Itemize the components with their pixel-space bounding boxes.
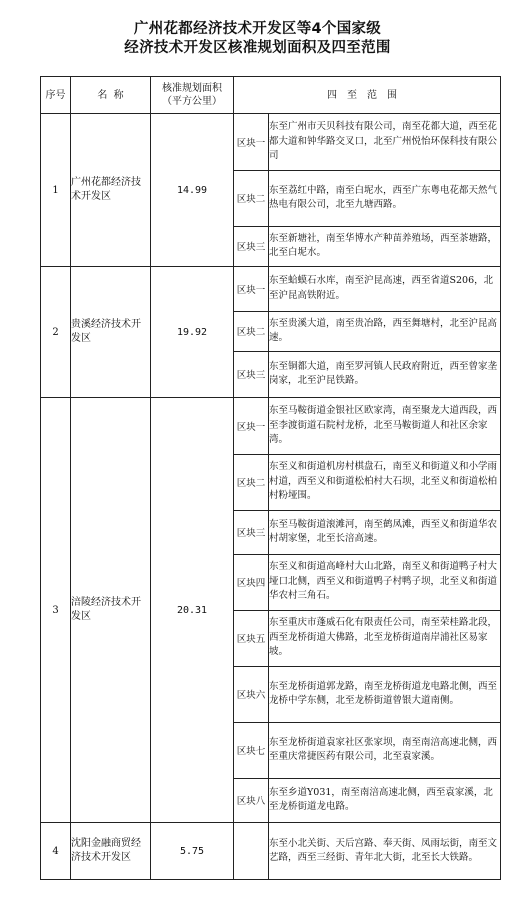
zone-area: 14.99	[151, 114, 234, 267]
zone-seq: 2	[41, 267, 71, 398]
zone-area: 5.75	[151, 823, 234, 880]
zone-area: 19.92	[151, 267, 234, 398]
table-row	[41, 823, 501, 880]
table-row	[41, 267, 501, 398]
block-row	[234, 666, 500, 722]
block-label: 区块三	[234, 510, 269, 554]
block-desc: 东至马鞍街道滚滩河，南至鹤凤滩，西至义和街道华农村胡家堡，北至长涪高速。	[269, 510, 501, 554]
title-line-1: 广州花都经济技术开发区等4个国家级	[133, 21, 382, 37]
zone-blocks	[234, 114, 501, 267]
zone-seq: 4	[41, 823, 71, 880]
block-label: 区块一	[234, 114, 269, 170]
block-desc: 东至广州市天贝科技有限公司，南至花都大道，西至花都大道和钟华路交叉口，北至广州悦怡环保科技有限公司	[269, 121, 498, 161]
zone-name: 沈阳金融商贸经济技术开发区	[71, 823, 151, 880]
block-label	[234, 823, 269, 879]
block-row	[234, 226, 500, 266]
block-desc: 东至重庆市蓬威石化有限责任公司，南至荣桂路北段，西至龙桥街道大佛路，北至龙桥街道南岸浦社区易家坡。	[269, 610, 501, 666]
block-row	[234, 114, 500, 170]
header-area-line-1: 核准规划面积	[162, 83, 222, 94]
block-label: 区块三	[234, 351, 269, 397]
zone-area: 20.31	[151, 398, 234, 823]
block-desc: 东至龙桥街道袁家社区张家坝，南至南涪高速北侧，西至重庆常捷医药有限公司，北至袁家溪。	[269, 722, 501, 778]
title-line-2: 经济技术开发区核准规划面积及四至范围	[124, 40, 391, 56]
block-label: 区块六	[234, 666, 269, 722]
block-row	[234, 170, 500, 226]
header-name: 名 称	[71, 77, 151, 114]
block-desc: 东至铜都大道，南至罗河镇人民政府附近，西至曾家垄岗家，北至沪昆铁路。	[269, 351, 501, 397]
table-row	[41, 398, 501, 823]
document-title	[0, 20, 515, 58]
block-row	[234, 722, 500, 778]
block-label: 区块二	[234, 311, 269, 351]
zone-blocks	[234, 823, 501, 880]
zone-seq: 3	[41, 398, 71, 823]
block-label: 区块五	[234, 610, 269, 666]
block-desc: 东至荔红中路，南至白坭水，西至广东粤电花都天然气热电有限公司，北至九塘西路。	[269, 170, 501, 226]
block-row	[234, 554, 500, 610]
block-label: 区块七	[234, 722, 269, 778]
header-area-line-2: （平方公里）	[162, 96, 222, 107]
block-label: 区块二	[234, 454, 269, 510]
block-desc: 东至马鞍街道金银社区欧家湾，南至聚龙大道西段，西至李渡街道石院村龙桥，北至马鞍街道人和社区余家湾。	[269, 405, 498, 445]
block-row	[234, 311, 500, 351]
zone-name: 贵溪经济技术开发区	[71, 267, 151, 398]
block-row	[234, 510, 500, 554]
zone-seq: 1	[41, 114, 71, 267]
header-scope: 四至范围	[234, 77, 501, 114]
block-row	[234, 823, 500, 879]
block-row	[234, 398, 500, 454]
block-desc: 东至小北关街、天后宫路、奉天街、凤雨坛街，南至文艺路，西至三经街、青年北大街，北至长大铁路。	[269, 837, 498, 863]
zones-table	[40, 76, 501, 880]
block-label: 区块一	[234, 398, 269, 454]
block-desc: 东至义和街道高峰村大山北路，南至义和街道鸭子村大垭口北侧，西至义和街道鸭子村鸭子坝，北至义和街道华农村三角石。	[269, 554, 501, 610]
block-row	[234, 454, 500, 510]
zone-name: 广州花都经济技术开发区	[71, 114, 151, 267]
block-row	[234, 610, 500, 666]
header-seq: 序号	[41, 77, 71, 114]
block-desc: 东至龙桥街道郭龙路，南至龙桥街道龙电路北侧，西至龙桥中学东侧，北至龙桥街道曾银大道南侧。	[269, 666, 501, 722]
block-desc: 东至乡道Y031，南至南涪高速北侧，西至袁家溪，北至龙桥街道龙电路。	[269, 778, 501, 822]
zone-blocks	[234, 398, 501, 823]
block-row	[234, 267, 500, 311]
block-label: 区块三	[234, 226, 269, 266]
block-row	[234, 778, 500, 822]
block-label: 区块一	[234, 267, 269, 311]
block-desc: 东至贵溪大道，南至贵冶路，西至舞塘村，北至沪昆高速。	[269, 311, 501, 351]
header-area	[151, 77, 234, 114]
header-row	[41, 77, 501, 114]
block-desc: 东至新塘社，南至华博水产种苗养殖场，西至茶塘路，北至白坭水。	[269, 226, 501, 266]
zone-name: 涪陵经济技术开发区	[71, 398, 151, 823]
block-row	[234, 351, 500, 397]
block-label: 区块四	[234, 554, 269, 610]
block-desc: 东至义和街道机房村棋盘石，南至义和街道义和小学雨村道，西至义和街道松柏村大石坝，北至义和街道松柏村粉垭围。	[269, 454, 501, 510]
zone-blocks	[234, 267, 501, 398]
block-desc: 东至蛤蟆石水库，南至沪昆高速，西至省道S206，北至沪昆高铁附近。	[269, 275, 494, 301]
table-row	[41, 114, 501, 267]
block-label: 区块八	[234, 778, 269, 822]
block-label: 区块二	[234, 170, 269, 226]
